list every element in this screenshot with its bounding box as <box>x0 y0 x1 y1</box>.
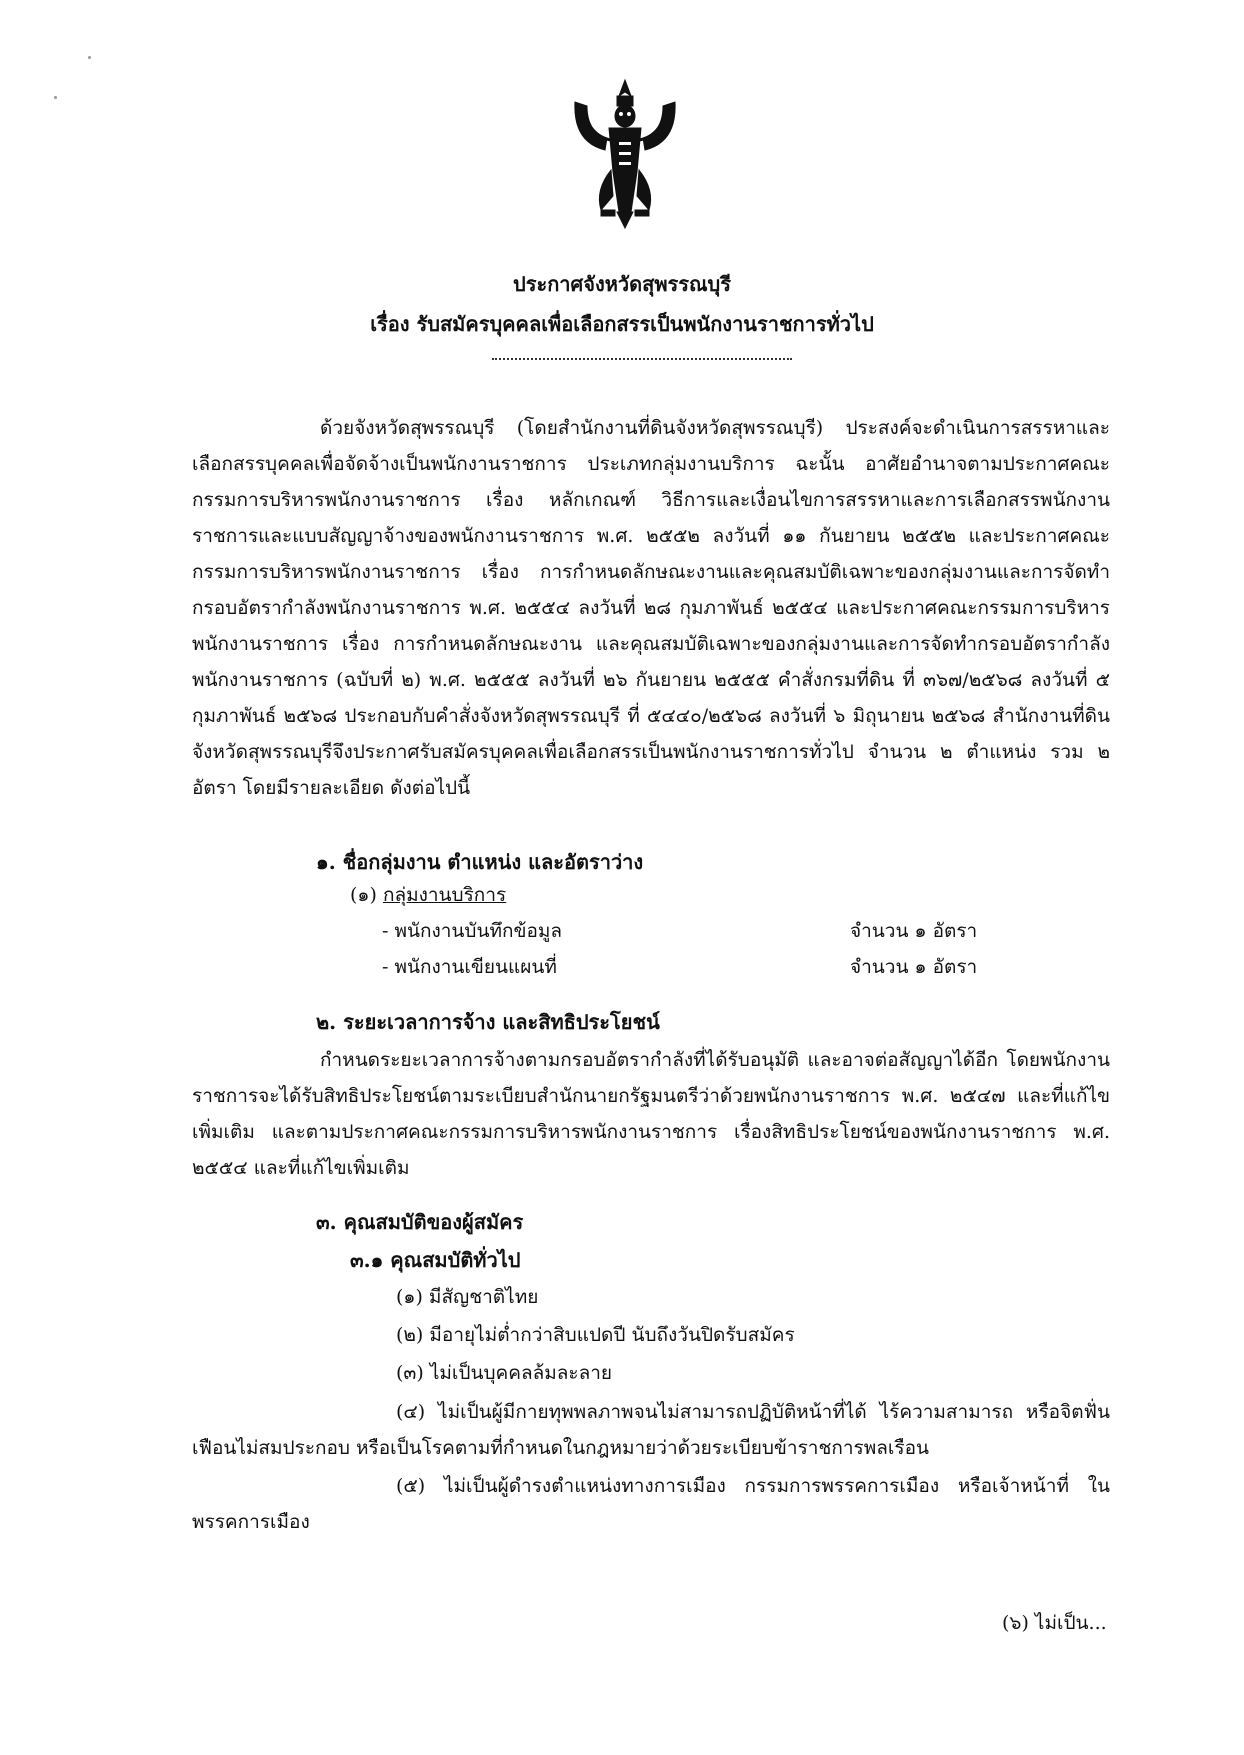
section-3-1-heading: ๓.๑ คุณสมบัติทั่วไป <box>350 1248 521 1272</box>
document-title: ประกาศจังหวัดสุพรรณบุรี <box>513 272 731 296</box>
service-group-line <box>350 880 506 910</box>
scan-speck <box>88 56 91 59</box>
scan-speck <box>54 96 57 99</box>
intro-paragraph: ด้วยจังหวัดสุพรรณบุรี (โดยสำนักงานที่ดินจังหวัดสุพรรณบุรี) ประสงค์จะดำเนินการสรรหาและเลือกสรรบุคคลเพื่อจัดจ้างเป็นพนักงานราชการ ประเภทกลุ่มงานบริการ ฉะนั้น อาศัยอำนาจตามประกาศคณะกรรมการบริหารพนักงานราชการ เรื่อง หลักเกณฑ์ วิธีการและเงื่อนไขการสรรหาและการเลือกสรรพนักงานราชการและแบบสัญญาจ้างของพนักงานราชการ พ.ศ. ๒๕๕๒ ลงวันที่ ๑๑ กันยายน ๒๕๕๒ และประกาศคณะกรรมการบริหารพนักงานราชการ เรื่อง การกำหนดลักษณะงานและคุณสมบัติเฉพาะของกลุ่มงานและการจัดทำกรอบอัตรากำลังพนักงานราชการ พ.ศ. ๒๕๕๔ ลงวันที่ ๒๘ กุมภาพันธ์ ๒๕๕๔ และประกาศคณะกรรมการบริหารพนักงานราชการ เรื่อง การกำหนดลักษณะงาน และคุณสมบัติเฉพาะของกลุ่มงานและการจัดทำกรอบอัตรากำลังพนักงานราชการ (ฉบับที่ ๒) พ.ศ. ๒๕๕๕ ลงวันที่ ๒๖ กันยายน ๒๕๕๕ คำสั่งกรมที่ดิน ที่ ๓๖๗/๒๕๖๘ ลงวันที่ ๕ กุมภาพันธ์ ๒๕๖๘ ประกอบกับคำสั่งจังหวัดสุพรรณบุรี ที่ ๕๔๔๐/๒๕๖๘ ลงวันที่ ๖ มิถุนายน ๒๕๖๘ สำนักงานที่ดินจังหวัดสุพรรณบุรีจึงประกาศรับสมัครบุคคลเพื่อเลือกสรรเป็นพนักงานราชการทั่วไป จำนวน ๒ ตำแหน่ง รวม ๒ อัตรา โดยมีรายละเอียด ดังต่อไปนี้ <box>192 417 1110 799</box>
section-1-heading: ๑. ชื่อกลุ่มงาน ตำแหน่ง และอัตราว่าง <box>316 850 644 874</box>
position-count: จำนวน ๑ อัตรา <box>850 956 978 978</box>
service-group-name: กลุ่มงานบริการ <box>382 884 507 906</box>
qualification-item: (๑) มีสัญชาติไทย <box>396 1286 539 1308</box>
garuda-emblem-icon <box>565 72 685 232</box>
section-2-body: กำหนดระยะเวลาการจ้างตามกรอบอัตรากำลังที่ได้รับอนุมัติ และอาจต่อสัญญาได้อีก โดยพนักงานราชการจะได้รับสิทธิประโยชน์ตามระเบียบสำนักนายกรัฐมนตรีว่าด้วยพนักงานราชการ พ.ศ. ๒๕๔๗ และที่แก้ไขเพิ่มเติม และตามประกาศคณะกรรมการบริหารพนักงานราชการ เรื่องสิทธิประโยชน์ของพนักงานราชการ พ.ศ. ๒๕๕๔ และที่แก้ไขเพิ่มเติม <box>192 1049 1110 1179</box>
position-count: จำนวน ๑ อัตรา <box>850 920 978 942</box>
qualification-item: (๓) ไม่เป็นบุคคลล้มละลาย <box>396 1362 613 1384</box>
dotted-divider <box>492 358 792 360</box>
section-2-heading: ๒. ระยะเวลาการจ้าง และสิทธิประโยชน์ <box>316 1010 660 1034</box>
section-3-heading: ๓. คุณสมบัติของผู้สมัคร <box>316 1210 524 1234</box>
qualification-item: (๒) มีอายุไม่ต่ำกว่าสิบแปดปี นับถึงวันปิดรับสมัคร <box>396 1324 795 1346</box>
qualification-item: (๕) ไม่เป็นผู้ดำรงตำแหน่งทางการเมือง กรรมการพรรคการเมือง หรือเจ้าหน้าที่ ในพรรคการเมือง <box>192 1475 1110 1533</box>
document-subject: เรื่อง รับสมัครบุคคลเพื่อเลือกสรรเป็นพนักงานราชการทั่วไป <box>370 312 874 336</box>
continuation-note: (๖) ไม่เป็น... <box>1002 1612 1107 1634</box>
position-name: - พนักงานเขียนแผนที่ <box>382 956 557 978</box>
position-name: - พนักงานบันทึกข้อมูล <box>382 920 563 942</box>
group-number: (๑) <box>350 884 377 906</box>
qualification-item: (๔) ไม่เป็นผู้มีกายทุพพลภาพจนไม่สามารถปฏิบัติหน้าที่ได้ ไร้ความสามารถ หรือจิตฟั่นเฟือนไม่สมประกอบ หรือเป็นโรคตามที่กำหนดในกฎหมายว่าด้วยระเบียบข้าราชการพลเรือน <box>192 1401 1110 1459</box>
